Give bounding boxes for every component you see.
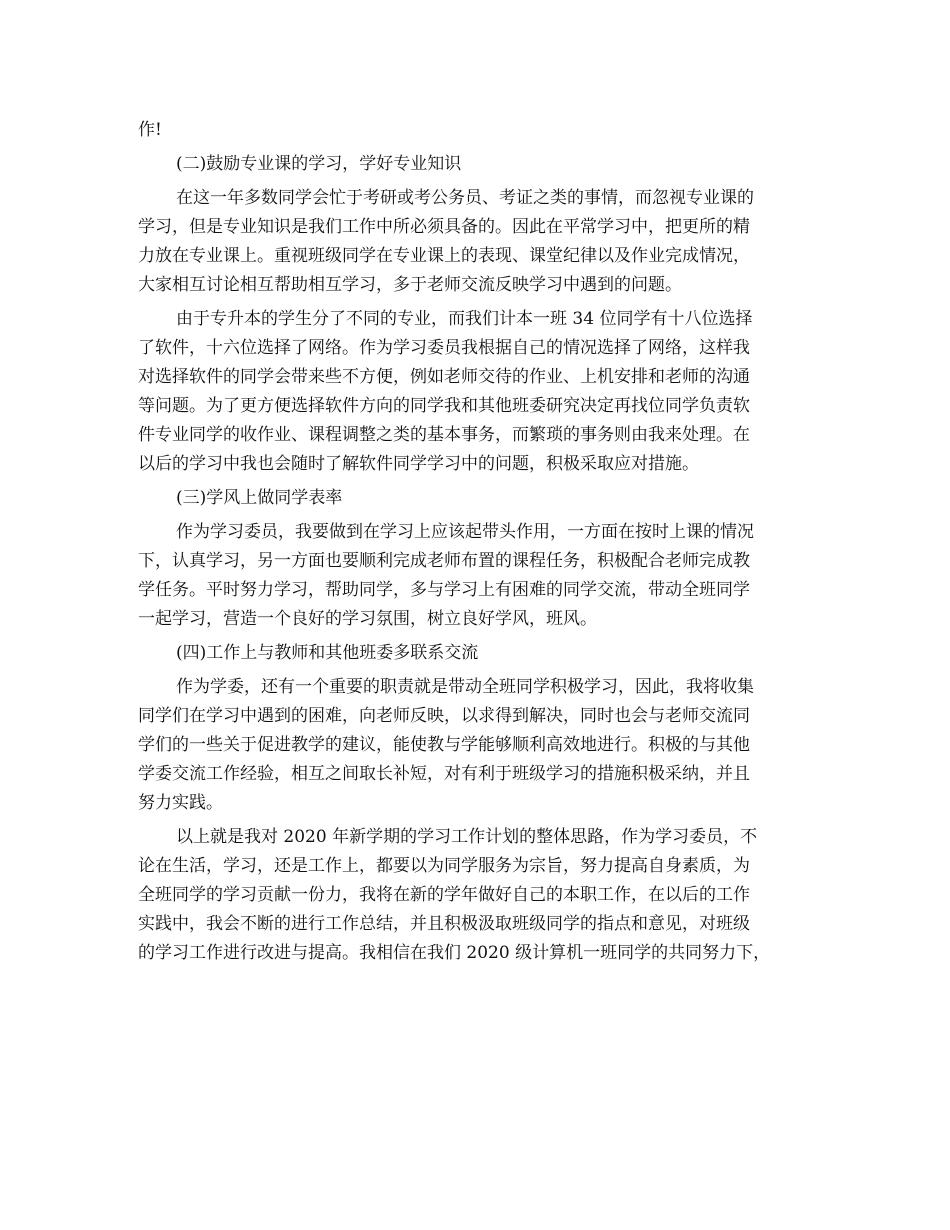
paragraph-continuation [138, 116, 828, 145]
text-line: 件专业同学的收作业、课程调整之类的基本事务，而繁琐的事务则由我来处理。在 [138, 425, 750, 445]
section-heading: (二)鼓励专业课的学习，学好专业知识 [176, 154, 462, 174]
text-line: 作为学习委员，我要做到在学习上应该起带头作用，一方面在按时上课的情况 [176, 522, 754, 542]
document-body [138, 116, 828, 968]
paragraph-2 [138, 184, 828, 300]
text-line: 学习，但是专业知识是我们工作中所必须具备的。因此在平常学习中，把更所的精 [138, 217, 750, 237]
text-line: 学任务。平时努力学习，帮助同学，多与学习上有困难的同学交流，带动全班同学 [138, 580, 750, 600]
text-line: 论在生活，学习，还是工作上，都要以为同学服务为宗旨，努力提高自身素质，为 [138, 856, 750, 876]
text-line: 大家相互讨论相互帮助相互学习，多于老师交流反映学习中遇到的问题。 [138, 275, 682, 295]
paragraph-4 [138, 518, 828, 634]
section-heading: (三)学风上做同学表率 [176, 488, 343, 508]
text-line: 对选择软件的同学会带来些不方便，例如老师交待的作业、上机安排和老师的沟通 [138, 367, 750, 387]
text-line: 学委交流工作经验，相互之间取长补短，对有利于班级学习的措施积极采纳，并且 [138, 764, 750, 784]
text-line: 由于专升本的学生分了不同的专业，而我们计本一班 34 位同学有十八位选择 [176, 309, 753, 329]
text-line: 了软件，十六位选择了网络。作为学习委员我根据自己的情况选择了网络，这样我 [138, 338, 750, 358]
text-line: 实践中，我会不断的进行工作总结，并且积极汲取班级同学的指点和意见，对班级 [138, 914, 750, 934]
text-line: 等问题。为了更方便选择软件方向的同学我和其他班委研究决定再找位同学负责软 [138, 396, 750, 416]
text-line: 一起学习，营造一个良好的学习氛围，树立良好学风，班风。 [138, 609, 597, 629]
paragraph-5 [138, 673, 828, 818]
section-heading: (四)工作上与教师和其他班委多联系交流 [176, 643, 479, 663]
text-line: 力放在专业课上。重视班级同学在专业课上的表现、课堂纪律以及作业完成情况， [138, 246, 750, 266]
paragraph-3 [138, 305, 828, 479]
text-line: 以后的学习中我也会随时了解软件同学学习中的问题，积极采取应对措施。 [138, 454, 699, 474]
text-line: 学们的一些关于促进教学的建议，能使教与学能够顺利高效地进行。积极的与其他 [138, 735, 750, 755]
section-heading-4 [138, 639, 828, 668]
text-line: 全班同学的学习贡献一份力，我将在新的学年做好自己的本职工作，在以后的工作 [138, 885, 750, 905]
text-line: 在这一年多数同学会忙于考研或考公务员、考证之类的事情，而忽视专业课的 [176, 188, 754, 208]
text-line: 努力实践。 [138, 793, 223, 813]
text-line: 下，认真学习，另一方面也要顺利完成老师布置的课程任务，积极配合老师完成教 [138, 551, 750, 571]
text-line: 作为学委，还有一个重要的职责就是带动全班同学积极学习，因此，我将收集 [176, 677, 754, 697]
text-line: 同学们在学习中遇到的困难，向老师反映，以求得到解决，同时也会与老师交流同 [138, 706, 750, 726]
text-line: 作! [138, 120, 162, 140]
text-line: 以上就是我对 2020 年新学期的学习工作计划的整体思路，作为学习委员，不 [176, 827, 758, 847]
paragraph-6 [138, 823, 828, 968]
section-heading-2 [138, 150, 828, 179]
text-line: 的学习工作进行改进与提高。我相信在我们 2020 级计算机一班同学的共同努力下， [138, 943, 771, 963]
section-heading-3 [138, 484, 828, 513]
